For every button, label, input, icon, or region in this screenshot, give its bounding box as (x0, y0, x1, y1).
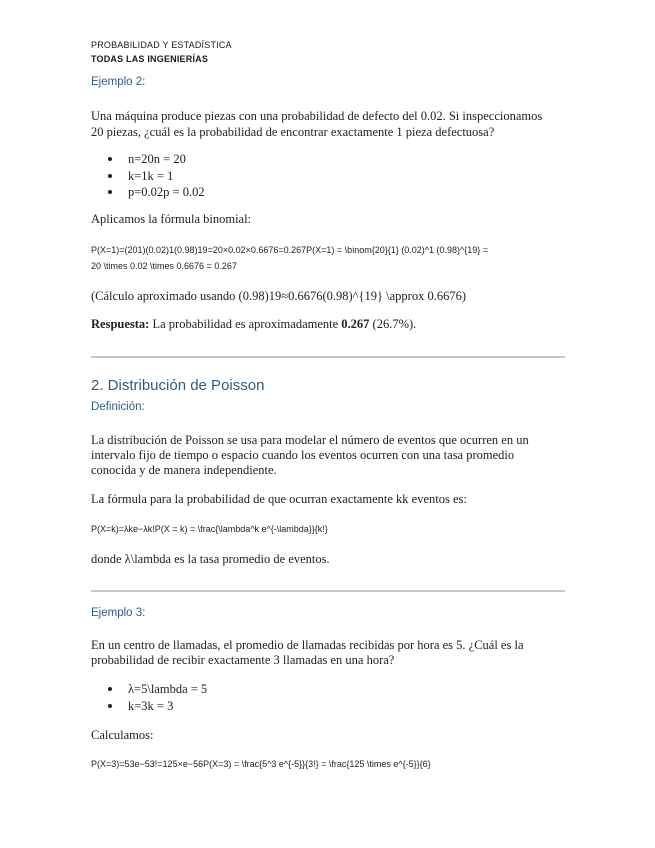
example2-problem-line2: 20 piezas, ¿cuál es la probabilidad de encontrar exactamente 1 pieza defectuosa? (91, 125, 495, 139)
example2-title: Ejemplo 2: (91, 76, 146, 88)
example3-bullet-list (108, 681, 207, 714)
answer-value: 0.267 (341, 317, 370, 331)
bullet-text: n=20n = 20 (128, 152, 186, 166)
example2-apply-text: Aplicamos la fórmula binomial: (91, 212, 252, 226)
list-item (108, 681, 207, 698)
example3-title: Ejemplo 3: (91, 607, 146, 619)
example2-formula-line2: 20 \times 0.02 \times 0.6676 = 0.267 (91, 261, 237, 271)
list-item (108, 698, 207, 715)
section-divider (91, 356, 565, 358)
example3-problem-line2: probabilidad de recibir exactamente 3 llamadas en una hora? (91, 653, 395, 667)
list-item (108, 151, 205, 168)
header-audience: TODAS LAS INGENIERÍAS (91, 54, 209, 64)
list-item (108, 168, 205, 185)
example2-answer (91, 316, 416, 333)
section2-where-text: donde λ\lambda es la tasa promedio de eventos. (91, 552, 330, 566)
example3-formula: P(X=3)=53e−53!=125×e−56P(X=3) = \frac{5^3 e^{-5}}{3!} = \frac{125 \times e^{-5}}{6} (91, 759, 431, 769)
bullet-icon (108, 190, 112, 194)
bullet-text: k=3k = 3 (128, 698, 174, 713)
section2-def-line2: intervalo fijo de tiempo o espacio cuando los eventos ocurren con una tasa promedio (91, 448, 515, 462)
bullet-text: λ=5\lambda = 5 (128, 682, 208, 696)
section2-formula: P(X=k)=λke−λk!P(X = k) = \frac{\lambda^k e^{-\lambda}}{k!} (91, 524, 328, 534)
answer-label: Respuesta: (91, 317, 150, 331)
header-course: PROBABILIDAD Y ESTADÍSTICA (91, 40, 232, 50)
bullet-icon (108, 157, 112, 161)
section-divider (91, 590, 565, 592)
list-item (108, 184, 205, 201)
bullet-text: k=1k = 1 (128, 168, 174, 183)
answer-text: La probabilidad es aproximadamente (149, 317, 342, 331)
bullet-text: p=0.02p = 0.02 (128, 185, 205, 199)
bullet-icon (108, 687, 112, 691)
example3-problem-line1: En un centro de llamadas, el promedio de llamadas recibidas por hora es 5. ¿Cuál es la (91, 638, 524, 652)
example2-formula-line1: P(X=1)=(201)(0.02)1(0.98)19=20×0.02×0.6676=0.267P(X=1) = \binom{20}{1} (0.02)^1 (0.98)^{19} = (91, 245, 488, 255)
example3-calc-text: Calculamos: (91, 728, 154, 742)
section2-formula-intro: La fórmula para la probabilidad de que ocurran exactamente kk eventos es: (91, 492, 467, 506)
section2-definition-label: Definición: (91, 401, 145, 413)
section2-def-line3: conocida y de manera independiente. (91, 463, 277, 477)
section2-def-line1: La distribución de Poisson se usa para modelar el número de eventos que ocurren en un (91, 433, 529, 447)
answer-percent: (26.7%). (369, 317, 417, 331)
section2-title: 2. Distribución de Poisson (91, 377, 265, 394)
example2-problem-line1: Una máquina produce piezas con una probabilidad de defecto del 0.02. Si inspeccionamos (91, 109, 543, 123)
example2-bullet-list (108, 151, 205, 201)
example2-approx-note: (Cálculo aproximado usando (0.98)19≈0.6676(0.98)^{19} \approx 0.6676) (91, 289, 467, 303)
bullet-icon (108, 704, 112, 708)
bullet-icon (108, 174, 112, 178)
